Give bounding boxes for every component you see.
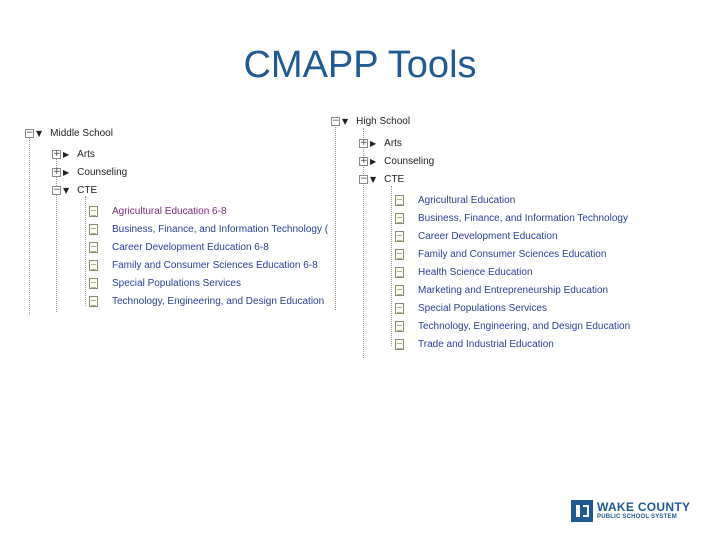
page-title: CMAPP Tools	[243, 44, 477, 86]
tree-leaf[interactable]	[89, 220, 328, 238]
document-icon	[89, 260, 98, 271]
triangle-down-icon: ▼	[370, 174, 377, 184]
tree-node-label: Counseling	[384, 155, 435, 167]
document-icon	[89, 224, 98, 235]
document-icon	[395, 213, 404, 224]
tree-node-label: Middle School	[50, 127, 113, 139]
document-icon	[89, 296, 98, 307]
tree-leaf-label[interactable]: Health Science Education	[418, 266, 533, 278]
tree-leaf-label[interactable]: Career Development Education	[418, 230, 558, 242]
tree-leaf[interactable]	[395, 281, 608, 299]
document-icon	[395, 267, 404, 278]
tree-leaf-label[interactable]: Technology, Engineering, and Design Education	[418, 320, 631, 332]
tree-guide-line	[29, 132, 30, 315]
triangle-right-icon: ▶	[370, 138, 377, 148]
tree-node-label: Counseling	[77, 166, 128, 178]
triangle-right-icon: ▶	[370, 156, 377, 166]
tree-guide-line	[335, 120, 336, 310]
tree-node-cte[interactable]	[52, 181, 97, 199]
tree-leaf[interactable]	[395, 209, 628, 227]
logo-line-2: PUBLIC SCHOOL SYSTEM	[597, 514, 677, 520]
tree-node-middle-school[interactable]	[25, 124, 113, 142]
triangle-down-icon: ▼	[63, 185, 70, 195]
expand-icon[interactable]: +	[53, 148, 61, 159]
tree-leaf-label[interactable]: Agricultural Education 6-8	[112, 205, 227, 217]
document-icon	[89, 242, 98, 253]
document-icon	[395, 303, 404, 314]
logo-line-1: WAKE COUNTY	[597, 500, 691, 514]
tree-leaf[interactable]	[395, 191, 515, 209]
tree-leaf[interactable]	[89, 238, 269, 256]
tree-leaf[interactable]	[89, 292, 324, 310]
tree-node-arts[interactable]	[359, 134, 402, 152]
document-icon	[395, 339, 404, 350]
tree-leaf[interactable]	[89, 256, 318, 274]
document-icon	[395, 231, 404, 242]
tree-leaf[interactable]	[395, 299, 547, 317]
tree-node-high-school[interactable]	[331, 112, 410, 130]
triangle-down-icon: ▼	[36, 128, 43, 138]
tree-leaf-label[interactable]: Business, Finance, and Information Technology (	[112, 223, 329, 235]
tree-node-counseling[interactable]	[52, 163, 127, 181]
tree-leaf[interactable]	[89, 202, 227, 220]
logo-mark-icon	[571, 500, 593, 522]
triangle-right-icon: ▶	[63, 167, 70, 177]
tree-guide-line	[391, 186, 392, 346]
triangle-down-icon: ▼	[342, 116, 349, 126]
document-icon	[395, 321, 404, 332]
document-icon	[395, 195, 404, 206]
expand-icon[interactable]: +	[360, 155, 368, 166]
tree-leaf[interactable]	[395, 245, 606, 263]
logo-text	[597, 501, 690, 521]
tree-leaf-label[interactable]: Trade and Industrial Education	[418, 338, 554, 350]
tree-leaf-label[interactable]: Technology, Engineering, and Design Education	[112, 295, 325, 307]
tree-leaf[interactable]	[395, 263, 533, 281]
expand-icon[interactable]: +	[360, 137, 368, 148]
document-icon	[395, 285, 404, 296]
tree-node-label: Arts	[384, 137, 402, 149]
tree-leaf[interactable]	[395, 227, 558, 245]
collapse-icon[interactable]: −	[26, 127, 34, 138]
tree-leaf-label[interactable]: Family and Consumer Sciences Education 6-8	[112, 259, 318, 271]
tree-leaf[interactable]	[395, 335, 554, 353]
collapse-icon[interactable]: −	[332, 115, 340, 126]
document-icon	[89, 206, 98, 217]
tree-leaf-label[interactable]: Special Populations Services	[418, 302, 547, 314]
collapse-icon[interactable]: −	[53, 184, 61, 195]
tree-leaf-label[interactable]: Career Development Education 6-8	[112, 241, 269, 253]
expand-icon[interactable]: +	[53, 166, 61, 177]
tree-node-cte[interactable]	[359, 170, 404, 188]
wcpss-logo	[571, 500, 690, 522]
tree-node-label: Arts	[77, 148, 95, 160]
tree-leaf-label[interactable]: Family and Consumer Sciences Education	[418, 248, 607, 260]
tree-leaf-label[interactable]: Business, Finance, and Information Technology	[418, 212, 628, 224]
tree-leaf-label[interactable]: Agricultural Education	[418, 194, 516, 206]
tree-guide-line	[85, 196, 86, 306]
tree-leaf-label[interactable]: Marketing and Entrepreneurship Education	[418, 284, 609, 296]
tree-node-label: CTE	[77, 184, 98, 196]
tree-leaf[interactable]	[89, 274, 241, 292]
tree-node-counseling[interactable]	[359, 152, 434, 170]
tree-node-arts[interactable]	[52, 145, 95, 163]
document-icon	[89, 278, 98, 289]
tree-leaf-label[interactable]: Special Populations Services	[112, 277, 241, 289]
document-icon	[395, 249, 404, 260]
tree-leaf[interactable]	[395, 317, 630, 335]
tree-node-label: High School	[356, 115, 411, 127]
triangle-right-icon: ▶	[63, 149, 70, 159]
collapse-icon[interactable]: −	[360, 173, 368, 184]
tree-node-label: CTE	[384, 173, 405, 185]
